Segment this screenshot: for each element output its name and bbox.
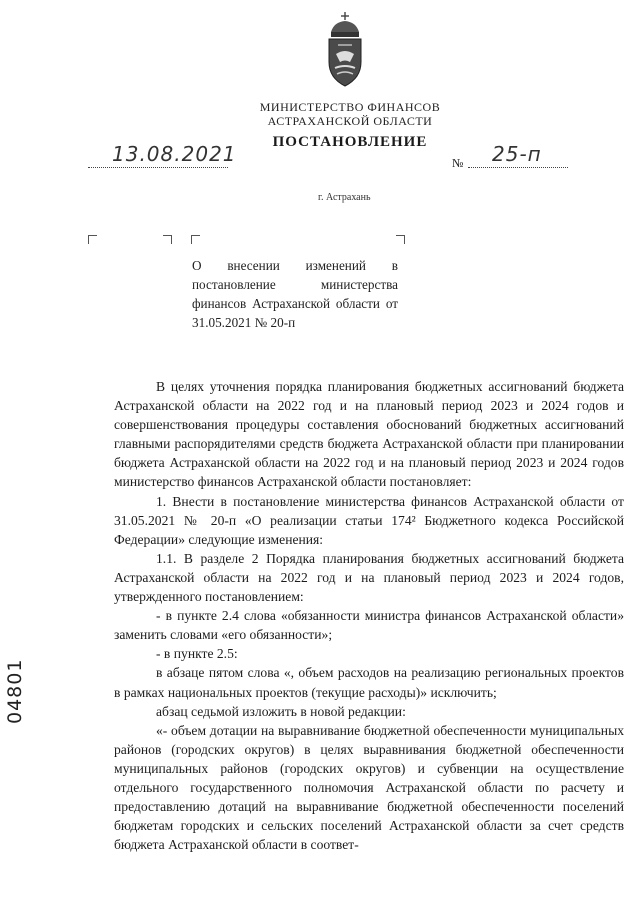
paragraph-abzac-7-intro: абзац седьмой изложить в новой редакции: [156, 703, 406, 719]
document-subject: О внесении изменений в постановление министерства финансов Астраханской области от 31.05.2021 № 20-п [192, 258, 398, 330]
paragraph-abzac-5: в абзаце пятом слова «, объем расходов на реализацию региональных проектов в рамках национальных проектов (текущие расходы)» исключить; [114, 665, 624, 700]
corner-mark-mid [163, 235, 172, 244]
corner-mark-left [88, 235, 97, 244]
paragraph-point-2-5: - в пункте 2.5: [156, 646, 238, 662]
document-body [114, 377, 624, 854]
handwritten-date: 13.08.2021 [112, 142, 237, 166]
ministry-name-line2: АСТРАХАНСКОЙ ОБЛАСТИ [267, 114, 433, 128]
document-type-title: ПОСТАНОВЛЕНИЕ [272, 134, 428, 150]
paragraph-point-2-4: - в пункте 2.4 слова «обязанности министра финансов Астраханской области» заменить словами «его обязанности»; [114, 608, 624, 643]
number-underline [468, 167, 568, 168]
paragraph-item-1: 1. Внести в постановление министерства финансов Астраханской области от 31.05.2021 № 20-п «О реализации статьи 174² Бюджетного кодекса Российской Федерации» следующие изменения: [114, 493, 624, 547]
handwritten-number: 25-п [492, 142, 542, 166]
corner-mark-subject-right [396, 235, 405, 244]
paragraph-preamble: В целях уточнения порядка планирования бюджетных ассигнований бюджета Астраханской области на 2022 год и на плановый период 2023 и 2024 годов и совершенствования процедуры составления обоснований бюджетных ассигнований главными распорядителями средств бюджета Астраханской области при планировании бюджета Астраханской области на 2022 год и на плановый период 2023 и 2024 годов министерство финансов Астраханской области постановляет: [114, 379, 624, 490]
ministry-name-line1: МИНИСТЕРСТВО ФИНАНСОВ [259, 100, 441, 114]
paragraph-item-1-1: 1.1. В разделе 2 Порядка планирования бюджетных ассигнований бюджета Астраханской области на 2022 год и на плановый период 2023 и 2024 годов, утвержденного постановлением: [114, 550, 624, 605]
city-label: г. Астрахань [318, 192, 371, 203]
coat-of-arms-emblem [322, 12, 368, 92]
side-registration-number: 04801 [4, 658, 26, 724]
corner-mark-subject-left [191, 235, 200, 244]
date-underline [88, 167, 228, 168]
number-sign: № [452, 156, 464, 170]
paragraph-abzac-7-text: «- объем дотации на выравнивание бюджетной обеспеченности муниципальных районов (городских округов) в целях выравнивания бюджетной обеспеченности муниципальных районов (городских округов) и субвенции на осуществление отдельного государственного полномочия Астраханской области по расчету и предоставлению дотаций на выравнивание бюджетной обеспеченности поселений бюджетам городских и сельских поселений Астраханской области за счет средств бюджета Астраханской области в соответ- [114, 722, 624, 853]
